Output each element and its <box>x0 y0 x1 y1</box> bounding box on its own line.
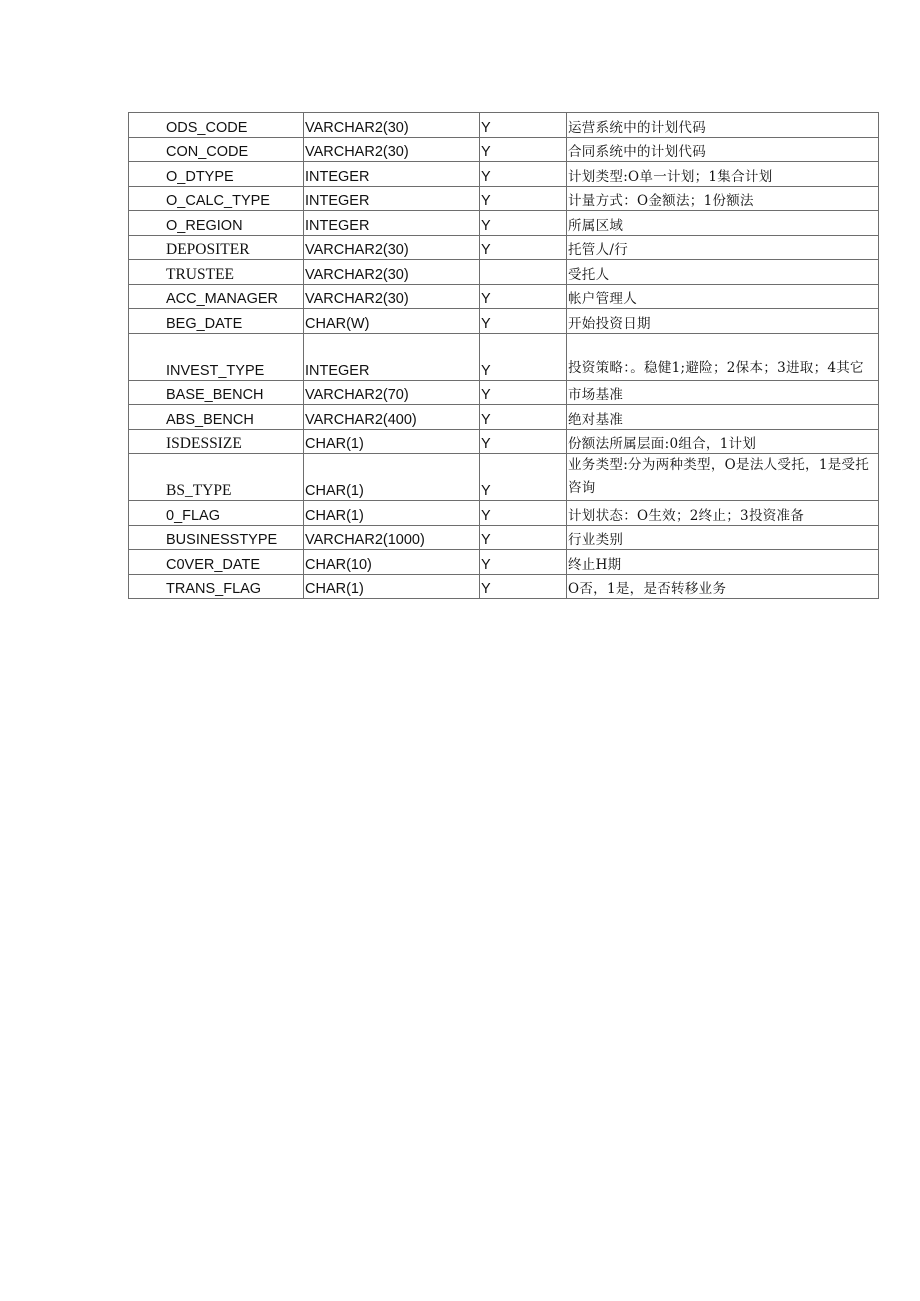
nullable-cell: Y <box>480 113 567 138</box>
field-type-cell: VARCHAR2(70) <box>304 380 480 405</box>
nullable-cell: Y <box>480 501 567 526</box>
nullable-cell: Y <box>480 550 567 575</box>
description-cell: 计量方式：O金额法；1份额法 <box>567 186 879 211</box>
description-cell: 运营系统中的计划代码 <box>567 113 879 138</box>
nullable-cell: Y <box>480 235 567 260</box>
description-cell: 合同系统中的计划代码 <box>567 137 879 162</box>
table-row <box>129 574 879 599</box>
description-cell: 业务类型:分为两种类型，O是法人受托，1是受托咨询 <box>567 454 879 501</box>
description-cell: 所属区域 <box>567 211 879 236</box>
field-type-cell: VARCHAR2(30) <box>304 235 480 260</box>
nullable-cell: Y <box>480 380 567 405</box>
table-row <box>129 186 879 211</box>
field-type-cell: CHAR(1) <box>304 574 480 599</box>
nullable-cell: Y <box>480 186 567 211</box>
field-type-cell: VARCHAR2(30) <box>304 260 480 285</box>
field-type-cell: INTEGER <box>304 186 480 211</box>
field-name-cell: ABS_BENCH <box>129 405 304 430</box>
description-cell: 市场基准 <box>567 380 879 405</box>
field-name-cell: 0_FLAG <box>129 501 304 526</box>
description-cell: 计划状态：O生效；2终止；3投资准备 <box>567 501 879 526</box>
field-type-cell: VARCHAR2(30) <box>304 113 480 138</box>
nullable-cell: Y <box>480 211 567 236</box>
nullable-cell: Y <box>480 137 567 162</box>
nullable-cell <box>480 260 567 285</box>
nullable-cell: Y <box>480 309 567 334</box>
field-name-cell: INVEST_TYPE <box>129 333 304 380</box>
field-type-cell: VARCHAR2(30) <box>304 284 480 309</box>
field-name-cell: ODS_CODE <box>129 113 304 138</box>
field-name-cell: TRUSTEE <box>129 260 304 285</box>
nullable-cell: Y <box>480 525 567 550</box>
field-name-cell: TRANS_FLAG <box>129 574 304 599</box>
table-row <box>129 309 879 334</box>
description-cell: O否，1是，是否转移业务 <box>567 574 879 599</box>
field-type-cell: CHAR(W) <box>304 309 480 334</box>
nullable-cell: Y <box>480 429 567 454</box>
nullable-cell: Y <box>480 405 567 430</box>
field-type-cell: CHAR(1) <box>304 454 480 501</box>
table-row <box>129 380 879 405</box>
field-name-cell: BS_TYPE <box>129 454 304 501</box>
table-row <box>129 454 879 501</box>
description-cell: 帐户管理人 <box>567 284 879 309</box>
table-row <box>129 260 879 285</box>
field-name-cell: CON_CODE <box>129 137 304 162</box>
table-row <box>129 137 879 162</box>
table-row <box>129 501 879 526</box>
field-type-cell: VARCHAR2(1000) <box>304 525 480 550</box>
field-name-cell: BEG_DATE <box>129 309 304 334</box>
table-row <box>129 405 879 430</box>
field-name-cell: DEPOSITER <box>129 235 304 260</box>
field-type-cell: INTEGER <box>304 211 480 236</box>
table-row <box>129 429 879 454</box>
description-cell: 绝对基准 <box>567 405 879 430</box>
description-cell: 行业类别 <box>567 525 879 550</box>
description-cell: 计划类型:O单一计划；1集合计划 <box>567 162 879 187</box>
field-type-cell: VARCHAR2(30) <box>304 137 480 162</box>
field-name-cell: BUSINESSTYPE <box>129 525 304 550</box>
field-type-cell: CHAR(10) <box>304 550 480 575</box>
description-cell: 份额法所属层面:0组合，1计划 <box>567 429 879 454</box>
table-row <box>129 235 879 260</box>
description-cell: 托管人/行 <box>567 235 879 260</box>
table-row <box>129 284 879 309</box>
table-row <box>129 525 879 550</box>
field-type-cell: CHAR(1) <box>304 429 480 454</box>
description-cell: 终止H期 <box>567 550 879 575</box>
field-name-cell: C0VER_DATE <box>129 550 304 575</box>
nullable-cell: Y <box>480 284 567 309</box>
table-row <box>129 113 879 138</box>
nullable-cell: Y <box>480 333 567 380</box>
field-name-cell: BASE_BENCH <box>129 380 304 405</box>
field-name-cell: ACC_MANAGER <box>129 284 304 309</box>
field-type-cell: INTEGER <box>304 333 480 380</box>
description-cell: 开始投资日期 <box>567 309 879 334</box>
field-definition-table <box>128 112 879 599</box>
field-type-cell: VARCHAR2(400) <box>304 405 480 430</box>
nullable-cell: Y <box>480 162 567 187</box>
field-name-cell: ISDESSIZE <box>129 429 304 454</box>
field-name-cell: O_DTYPE <box>129 162 304 187</box>
description-cell: 投资策略：。稳健1;避险；2保本；3进取；4其它 <box>567 333 879 380</box>
field-type-cell: INTEGER <box>304 162 480 187</box>
table-row <box>129 162 879 187</box>
field-type-cell: CHAR(1) <box>304 501 480 526</box>
table-row <box>129 550 879 575</box>
field-name-cell: O_REGION <box>129 211 304 236</box>
nullable-cell: Y <box>480 454 567 501</box>
description-cell: 受托人 <box>567 260 879 285</box>
nullable-cell: Y <box>480 574 567 599</box>
field-name-cell: O_CALC_TYPE <box>129 186 304 211</box>
table-row <box>129 333 879 380</box>
table-row <box>129 211 879 236</box>
